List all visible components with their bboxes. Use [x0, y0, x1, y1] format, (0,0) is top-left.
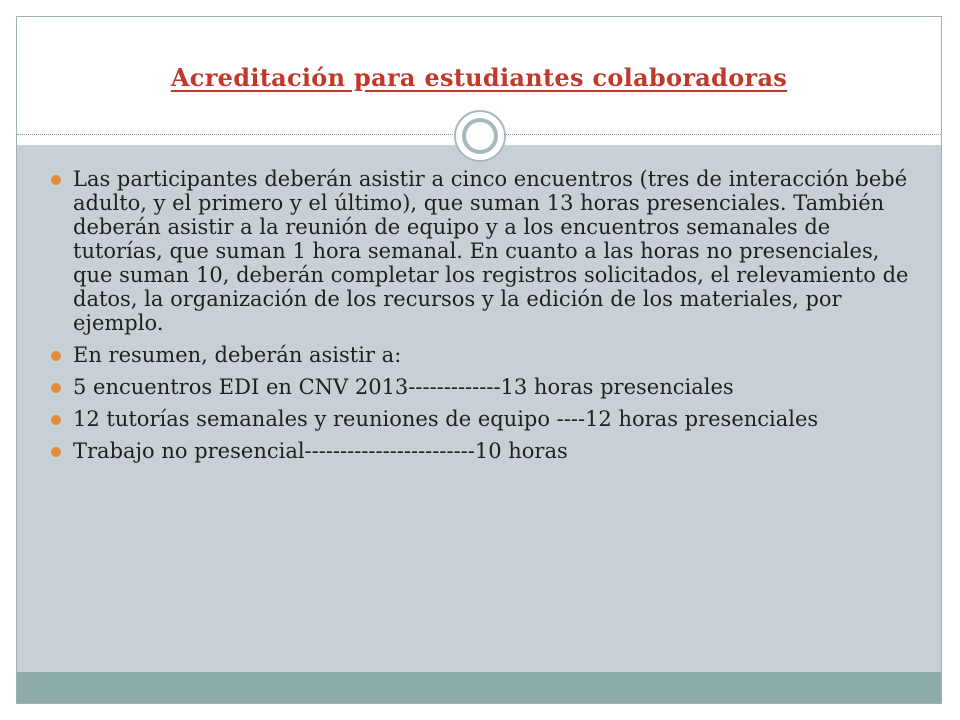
bullet-item-encuentros — [51, 375, 911, 399]
ring-inner-icon — [462, 118, 498, 154]
bullet-item-tutorias — [51, 407, 911, 431]
bullet-item-requirements — [51, 167, 911, 335]
bullet-list — [51, 167, 911, 471]
bullet-dot-icon — [51, 447, 61, 457]
bullet-text: Las participantes deberán asistir a cinco encuentros (tres de interacción bebé adulto, y el primero y el último), que suman 13 horas presenciales. También deberán asistir a la reunión de equipo y a los encuentros semanales de tutorías, que suman 1 hora semanal. En cuanto a las horas no presenciales, que suman 10, deberán completar los registros solicitados, el relevamiento de datos, la organización de los recursos y la edición de los materiales, por ejemplo. — [73, 167, 909, 335]
bullet-text: 12 tutorías semanales y reuniones de equipo ----12 horas presenciales — [73, 407, 819, 431]
footer-band — [17, 672, 941, 704]
bullet-dot-icon — [51, 175, 61, 185]
ring-ornament-icon — [454, 110, 506, 162]
bullet-item-summary — [51, 343, 911, 367]
bullet-text: Trabajo no presencial------------------------10 horas — [73, 439, 568, 463]
bullet-text: En resumen, deberán asistir a: — [73, 343, 402, 367]
bullet-text: 5 encuentros EDI en CNV 2013-------------13 horas presenciales — [73, 375, 734, 399]
bullet-dot-icon — [51, 351, 61, 361]
slide-title: Acreditación para estudiantes colaboradoras — [170, 63, 788, 92]
bullet-item-trabajo — [51, 439, 911, 463]
bullet-dot-icon — [51, 415, 61, 425]
bullet-dot-icon — [51, 383, 61, 393]
slide-frame — [16, 16, 942, 704]
